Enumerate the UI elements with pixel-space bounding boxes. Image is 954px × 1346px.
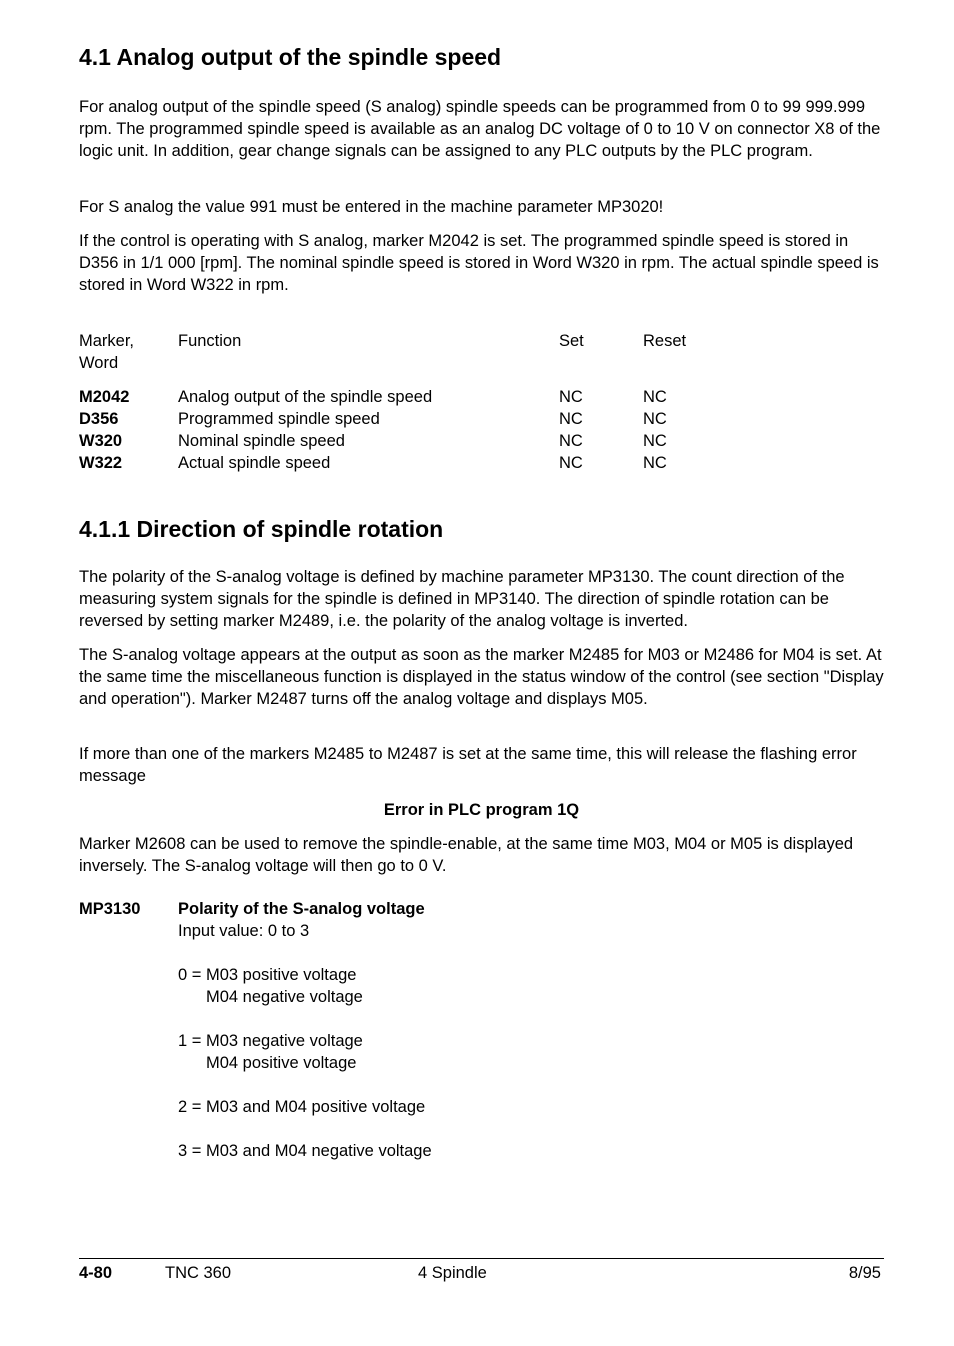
table-row: D356 Programmed spindle speed NC NC	[79, 410, 667, 428]
table-row: M2042 Analog output of the spindle speed NC NC	[79, 388, 667, 406]
parameter-input: Input value: 0 to 3	[178, 922, 310, 940]
chapter-name: 4 Spindle	[418, 1264, 487, 1282]
parameter-title: Polarity of the S-analog voltage	[178, 900, 425, 918]
section-title: 4.1 Analog output of the spindle speed	[79, 44, 502, 70]
error-message: Error in PLC program 1Q	[383, 801, 580, 819]
header-reset: Reset	[643, 332, 687, 350]
parameter-tag: MP3130	[79, 900, 141, 918]
header-set: Set	[559, 332, 584, 350]
paragraph: The polarity of the S-analog voltage is defined by machine parameter MP3130. The count direction of the measuring system signals for the spindle is defined in MP3140. The direction of spindle rotation can be reversed by setting marker M2489, i.e. the polarity of the analog voltage is inverted.	[79, 568, 845, 630]
parameter-option: 1 = M03 negative voltage M04 positive voltage	[178, 1032, 363, 1072]
paragraph: For analog output of the spindle speed (S analog) spindle speeds can be programmed from 0 to 99 999.999 rpm. The programmed spindle speed is available as an analog DC voltage of 0 to 10 V on connector X8 of the logic unit. In addition, gear change signals can be assigned to any PLC outputs by the PLC program.	[79, 98, 881, 160]
table-header	[79, 330, 884, 374]
parameter-option: 2 = M03 and M04 positive voltage	[178, 1098, 426, 1116]
paragraph: If the control is operating with S analog, marker M2042 is set. The programmed spindle speed is stored in D356 in 1/1 000 [rpm]. The nominal spindle speed is stored in Word W320 in rpm. The actual spindle speed is stored in Word W322 in rpm.	[79, 232, 879, 294]
table-row: W320 Nominal spindle speed NC NC	[79, 432, 667, 450]
parameter-option: 3 = M03 and M04 negative voltage	[178, 1142, 432, 1160]
marker-table	[79, 330, 884, 474]
parameter-option: 0 = M03 positive voltage M04 negative voltage	[178, 966, 363, 1006]
page-footer	[79, 1258, 884, 1288]
table-row: W322 Actual spindle speed NC NC	[79, 454, 667, 472]
product-name: TNC 360	[165, 1264, 232, 1282]
paragraph: For S analog the value 991 must be entered in the machine parameter MP3020!	[79, 198, 664, 216]
header-function: Function	[178, 332, 242, 350]
paragraph: The S-analog voltage appears at the output as soon as the marker M2485 for M03 or M2486 for M04 is set. At the same time the miscellaneous function is displayed in the status window of the control (see section "Display and operation"). Marker M2487 turns off the analog voltage and displays M05.	[79, 646, 884, 708]
subsection-title: 4.1.1 Direction of spindle rotation	[79, 516, 444, 542]
paragraph: Marker M2608 can be used to remove the spindle-enable, at the same time M03, M04 or M05 is displayed inversely. The S-analog voltage will then go to 0 V.	[79, 835, 854, 875]
paragraph: If more than one of the markers M2485 to M2487 is set at the same time, this will release the flashing error message	[79, 745, 857, 785]
header-marker: Marker, Word	[79, 332, 135, 372]
page-number: 4-80	[79, 1264, 113, 1282]
edition-date: 8/95	[848, 1264, 881, 1282]
